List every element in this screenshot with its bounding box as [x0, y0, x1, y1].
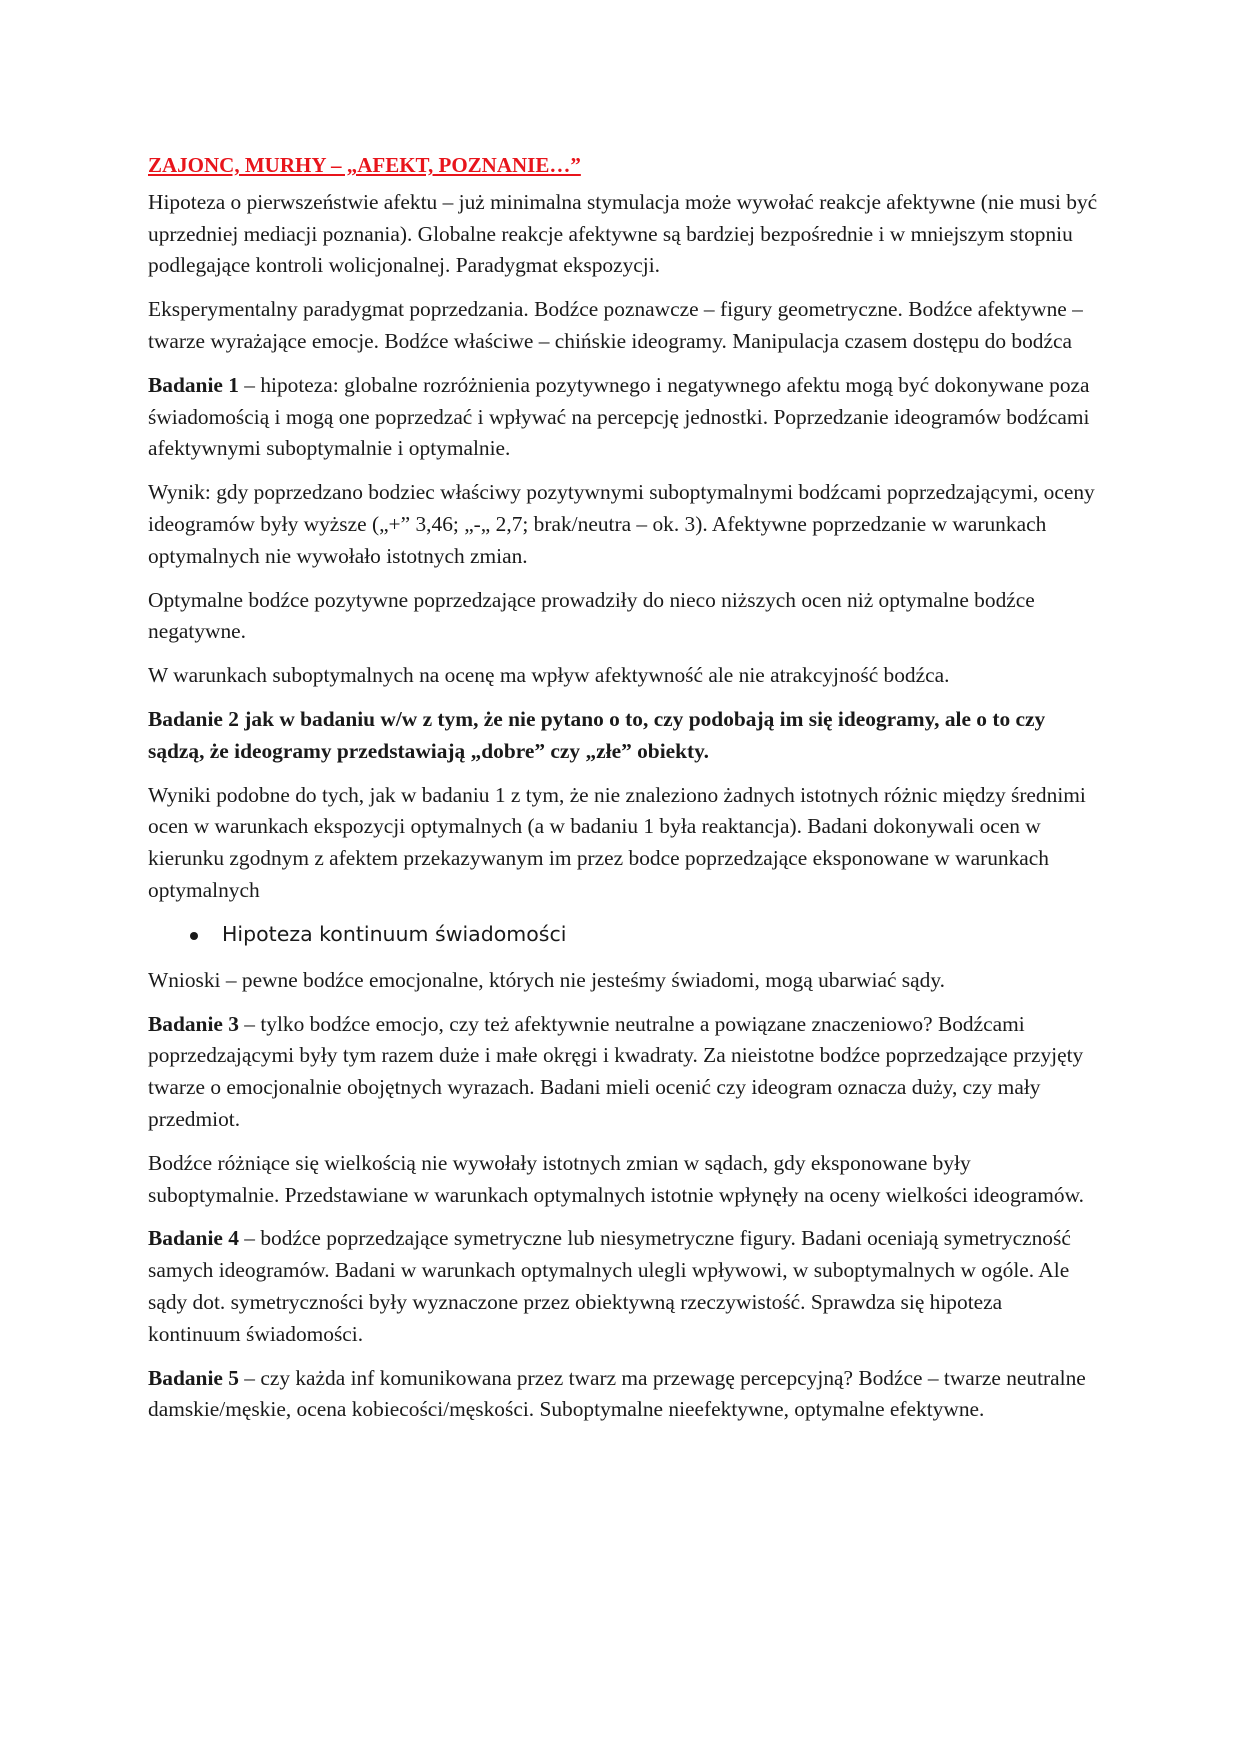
- paragraph-optimal: Optymalne bodźce pozytywne poprzedzające prowadziły do nieco niższych ocen niż optymalne bodźce negatywne.: [148, 587, 1035, 644]
- badanie-5-text: – czy każda inf komunikowana przez twarz ma przewagę percepcyjną? Bodźce – twarze neutralne damskie/męskie, ocena kobiecości/męskości. Suboptymalne nieefektywne, optymalne efektywne.: [148, 1365, 1086, 1422]
- bullet-dot-icon: [190, 932, 198, 940]
- paragraph-badanie-3: [148, 1009, 1098, 1136]
- paragraph-badanie-5: [148, 1363, 1098, 1427]
- paragraph-size-stimuli: Bodźce różniące się wielkością nie wywołały istotnych zmian w sądach, gdy eksponowane były suboptymalnie. Przedstawiane w warunkach optymalnych istotnie wpłynęły na oceny wielkości ideogramów.: [148, 1150, 1084, 1207]
- paragraph-conclusions: Wnioski – pewne bodźce emocjonalne, których nie jesteśmy świadomi, mogą ubarwiać sądy.: [148, 967, 945, 992]
- badanie-3-text: – tylko bodźce emocjo, czy też afektywnie neutralne a powiązane znaczeniowo? Bodźcami poprzedzającymi były tym razem duże i małe okręgi i kwadraty. Za nieistotne bodźce poprzedzające przyjęty twarze o emocjonalnie obojętnych wyrazach. Badani mieli ocenić czy ideogram oznacza duży, czy mały przedmiot.: [148, 1011, 1084, 1131]
- document-body: [148, 150, 1098, 1438]
- paragraph-suboptimal: W warunkach suboptymalnych na ocenę ma wpływ afektywność ale nie atrakcyjność bodźca.: [148, 663, 950, 688]
- document-title: ZAJONC, MURHY – „AFEKT, POZNANIE…”: [148, 153, 581, 177]
- badanie-4-label: Badanie 4: [148, 1226, 239, 1251]
- badanie-4-text: – bodźce poprzedzające symetryczne lub niesymetryczne figury. Badani oceniają symetryczność samych ideogramów. Badani w warunkach optymalnych ulegli wpływowi, w suboptymalnych w ogóle. Ale sądy dot. symetryczności były wyznaczone przez obiektywną rzeczywistość. Sprawdza się hipoteza kontinuum świadomości.: [148, 1226, 1071, 1346]
- paragraph-paradigm: Eksperymentalny paradygmat poprzedzania. Bodźce poznawcze – figury geometryczne. Bodźce afektywne – twarze wyrażające emocje. Bodźce właściwe – chińskie ideogramy. Manipulacja czasem dostępu do bodźca: [148, 297, 1083, 353]
- paragraph-result: Wynik: gdy poprzedzano bodziec właściwy pozytywnymi suboptymalnymi bodźcami poprzedzającymi, oceny ideogramów były wyższe („+” 3,46; „-„ 2,7; brak/neutra – ok. 3). Afektywne poprzedzanie w warunkach optymalnych nie wywołało istotnych zmian.: [148, 480, 1095, 568]
- badanie-1-label: Badanie 1: [148, 372, 239, 397]
- bullet-item-text: Hipoteza kontinuum świadomości: [222, 921, 567, 946]
- badanie-1-text: – hipoteza: globalne rozróżnienia pozytywnego i negatywnego afektu mogą być dokonywane poza świadomością i mogą one poprzedzać i wpływać na percepcję jednostki. Poprzedzanie ideogramów bodźcami afektywnymi suboptymalnie i optymalnie.: [148, 372, 1090, 461]
- bullet-item: [148, 919, 1098, 949]
- paragraph-badanie-2: Badanie 2 jak w badaniu w/w z tym, że nie pytano o to, czy podobają im się ideogramy, ale o to czy sądzą, że ideogramy przedstawiają „dobre” czy „złe” obiekty.: [148, 706, 1046, 763]
- bullet-list: [148, 919, 1098, 949]
- badanie-3-label: Badanie 3: [148, 1011, 239, 1036]
- paragraph-results-2: Wyniki podobne do tych, jak w badaniu 1 z tym, że nie znaleziono żadnych istotnych różnic między średnimi ocen w warunkach ekspozycji optymalnych (a w badaniu 1 była reaktancja). Badani dokonywali ocen w kierunku zgodnym z afektem przekazywanym im przez bodce poprzedzające eksponowane w warunkach optymalnych: [148, 782, 1086, 902]
- paragraph-hypothesis: Hipoteza o pierwszeństwie afektu – już minimalna stymulacja może wywołać reakcje afektywne (nie musi być uprzedniej mediacji poznania). Globalne reakcje afektywne są bardziej bezpośrednie i w mniejszym stopniu podlegające kontroli wolicjonalnej. Paradygmat ekspozycji.: [148, 189, 1098, 278]
- badanie-5-label: Badanie 5: [148, 1365, 239, 1390]
- paragraph-badanie-4: [148, 1223, 1098, 1350]
- paragraph-badanie-1: [148, 370, 1098, 465]
